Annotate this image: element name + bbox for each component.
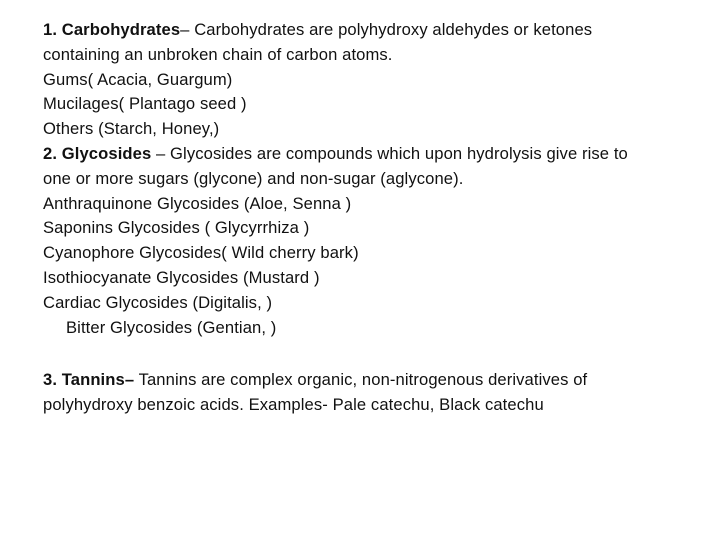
section-2-item-cardiac: Cardiac Glycosides (Digitalis, ) bbox=[43, 292, 273, 312]
section-2-item-isothiocyanate: Isothiocyanate Glycosides (Mustard ) bbox=[43, 267, 320, 287]
section-3-definition-line-2: polyhydroxy benzoic acids. Examples- Pale catechu, Black catechu bbox=[43, 395, 544, 415]
section-1-item-others: Others (Starch, Honey,) bbox=[43, 119, 220, 139]
section-1-item-gums: Gums( Acacia, Guargum) bbox=[43, 69, 233, 89]
section-3-definition-text: Tannins are complex organic, non-nitrogenous derivatives of bbox=[134, 370, 588, 390]
section-1-item-mucilages: Mucilages( Plantago seed ) bbox=[43, 94, 247, 114]
section-3-heading: 3. Tannins– bbox=[43, 370, 135, 390]
section-1-heading: 1. Carbohydrates bbox=[43, 20, 181, 39]
section-2-definition-text: – Glycosides are compounds which upon hydrolysis give rise to bbox=[151, 143, 628, 163]
section-2-item-bitter: Bitter Glycosides (Gentian, ) bbox=[66, 317, 277, 337]
section-1-definition-text: Carbohydrates are polyhydroxy aldehydes or ketones bbox=[189, 20, 593, 39]
section-3-definition-line-1 bbox=[43, 368, 703, 393]
section-2-item-cyanophore: Cyanophore Glycosides( Wild cherry bark) bbox=[43, 243, 359, 263]
section-2-definition-line-1 bbox=[43, 142, 703, 167]
section-spacer bbox=[43, 340, 703, 368]
slide-body-text bbox=[43, 18, 703, 418]
section-1-definition-line-1 bbox=[43, 18, 703, 43]
section-1-definition-line-2: containing an unbroken chain of carbon atoms. bbox=[43, 44, 393, 64]
section-2-item-saponins: Saponins Glycosides ( Glycyrrhiza ) bbox=[43, 218, 310, 238]
section-2-item-anthraquinone: Anthraquinone Glycosides (Aloe, Senna ) bbox=[43, 193, 352, 213]
section-1-dash: – bbox=[180, 20, 190, 39]
section-2-definition-line-2: one or more sugars (glycone) and non-sugar (aglycone). bbox=[43, 168, 464, 188]
section-2-heading: 2. Glycosides bbox=[43, 143, 152, 163]
